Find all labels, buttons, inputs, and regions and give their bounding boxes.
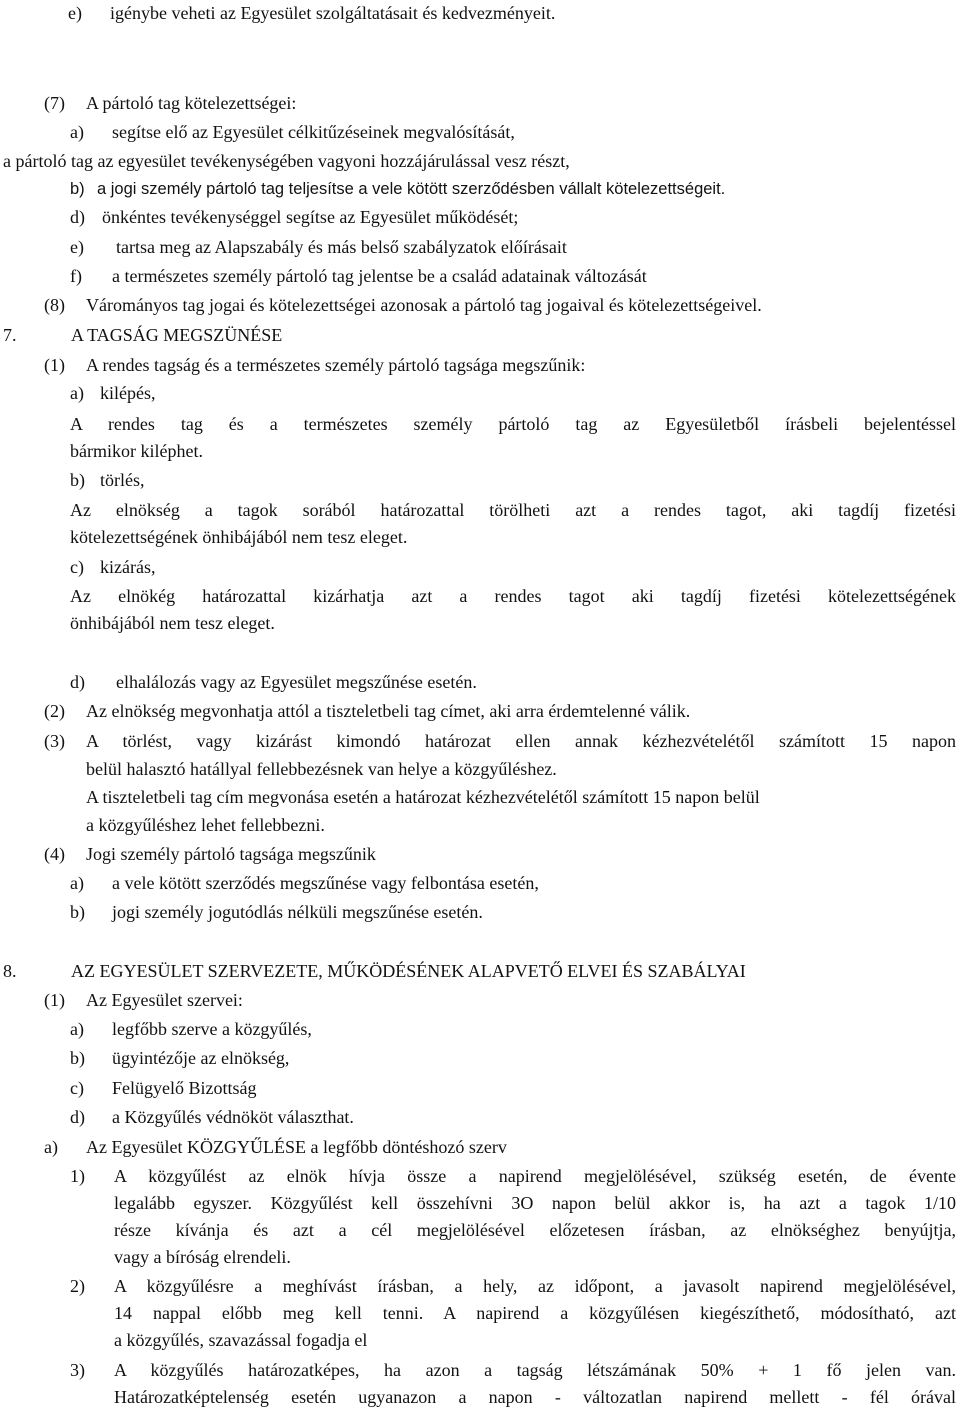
text-line: önhibájából nem tesz eleget. — [70, 613, 275, 633]
document-page: e) igénybe veheti az Egyesület szolgáltatásait és kedvezményeit. (7) A pártoló tag kötelezettségei: a) segítse elő az Egyesület célkitűzéseinek megvalósítását, a pártoló tag az egyesület tevékenységében vagyoni hozzájárulással vesz részt, b) a jogi személy pártoló tag teljesítse a vele kötött szerződésben vállalt kötelezettségeit. d) önkéntes tevékenységgel segítse az Egyesület működését; e) tartsa meg az Alapszabály és más belső szabályzatok előírásait f) a természetes személy pártoló tag jelentse be a család adatainak változását (8) Várományos tag jogai és kötelezettségei azonosak a pártoló tag jogaival és kötelezettségeivel. 7. A TAGSÁG MEGSZÜNÉSE (1) A rendes tagság és a természetes személy pártoló tagsága megszűnik: a) kilépés, A rendes tag és a természetes személy pártoló tag az Egyesületből írásbeli bejelentéssel bármikor kiléphet. b) törlés, Az elnökség a tagok sorából határozattal törölheti azt a rendes tagot, aki tagdíj fizetési kötelezettségének önhibájából nem tesz eleget. c) kizárás, Az elnökég határozattal kizárhatja azt a rendes tagot aki tagdíj fizetési kötelezettségének önhibájából nem tesz eleget. d) elhalálozás vagy az Egyesület megszűnése esetén. (2) Az elnökség megvonhatja attól a tiszteletbeli tag címet, aki arra érdemtelenné válik. (3) A törlést, vagy kizárást kimondó határozat ellen annak kézhezvételétől számított 15 napon belül halasztó hatállyal fellebbezésnek van helye a közgyűléshez. A tiszteletbeli tag cím megvonása esetén a határozat kézhezvételétől számított 15 napon belül a közgyűléshez lehet fellebbezni. (4) Jogi személy pártoló tagsága megszűnik a) a vele kötött szerződés megszűnése vagy felbontása esetén, b) jogi személy jogutódlás nélküli megszűnése esetén. 8. AZ EGYESÜLET SZERVEZETE, MŰKÖDÉSÉNEK ALAPVETŐ ELVEI ÉS SZABÁLYAI (1) Az Egyesület szervei: a) legfőbb szerve a közgyűlés, b) ügyintézője az elnökség, c) Felügyelő Bizottság d) a Közgyűlés védnököt választhat. a) Az Egyesület KÖZGYŰLÉSE a legfőbb döntéshozó szerv 1) A közgyűlést az elnök hívja össze a napirend megjelölésével, szükség esetén, de évente legalább egyszer. Közgyűlést kell összehívni 3O napon belül akkor is, ha azt a tagok 1/10 része kívánja és azt a cél megjelölésével előzetesen írásban, az elnökséghez benyújtja, vagy a bíróság elrendeli. 2) A közgyűlésre a meghívást írásban, a hely, az időpont, a javasolt napirend megjelölésével, 14 nappal előbb meg kell tenni. A napirend a közgyűlésen kiegészíthető, módosítható, azt a közgyűlés, szavazással fogadja el 3) A közgyűlés határozatképes, ha azon a tagság létszámának 50% + 1 fő jelen van. Határozatképtelenség esetén ugyanazon a napon - változatlan napirend mellett - fél órával — [3, 3, 956, 1407]
text-line: része kívánja és azt a cél megjelölésével előzetesen írásban, az elnökséghez benyújtja, — [114, 1220, 956, 1240]
text-line: legalább egyszer. Közgyűlést kell összehívni 3O napon belül akkor is, ha azt a tagok 1/10 — [114, 1193, 956, 1213]
text-line: A tiszteletbeli tag cím megvonása esetén a határozat kézhezvételétől számított 15 napon belül — [86, 787, 760, 807]
text-line: belül halasztó hatállyal fellebbezésnek van helye a közgyűléshez. — [86, 759, 557, 779]
text-line: A rendes tag és a természetes személy pártoló tag az Egyesületből írásbeli bejelentéssel — [70, 414, 956, 434]
text-line: vagy a bíróság elrendeli. — [114, 1247, 291, 1267]
text-line: a közgyűlés, szavazással fogadja el — [114, 1330, 368, 1350]
text-line: bármikor kiléphet. — [70, 441, 203, 461]
text-line: Az elnökség a tagok sorából határozattal törölheti azt a rendes tagot, aki tagdíj fizetési — [70, 500, 956, 520]
text-line: a közgyűléshez lehet fellebbezni. — [86, 815, 325, 835]
text-line: Határozatképtelenség esetén ugyanazon a napon - változatlan napirend mellett - fél órával — [114, 1387, 956, 1407]
text-line: kötelezettségének önhibájából nem tesz eleget. — [70, 527, 408, 547]
text-line: a pártoló tag az egyesület tevékenységében vagyoni hozzájárulással vesz részt, — [3, 151, 570, 171]
text-line: 14 nappal előbb meg kell tenni. A napirend a közgyűlésen kiegészíthető, módosítható, azt — [114, 1303, 956, 1323]
text-line: Az elnökég határozattal kizárhatja azt a rendes tagot aki tagdíj fizetési kötelezettségének — [70, 586, 956, 606]
